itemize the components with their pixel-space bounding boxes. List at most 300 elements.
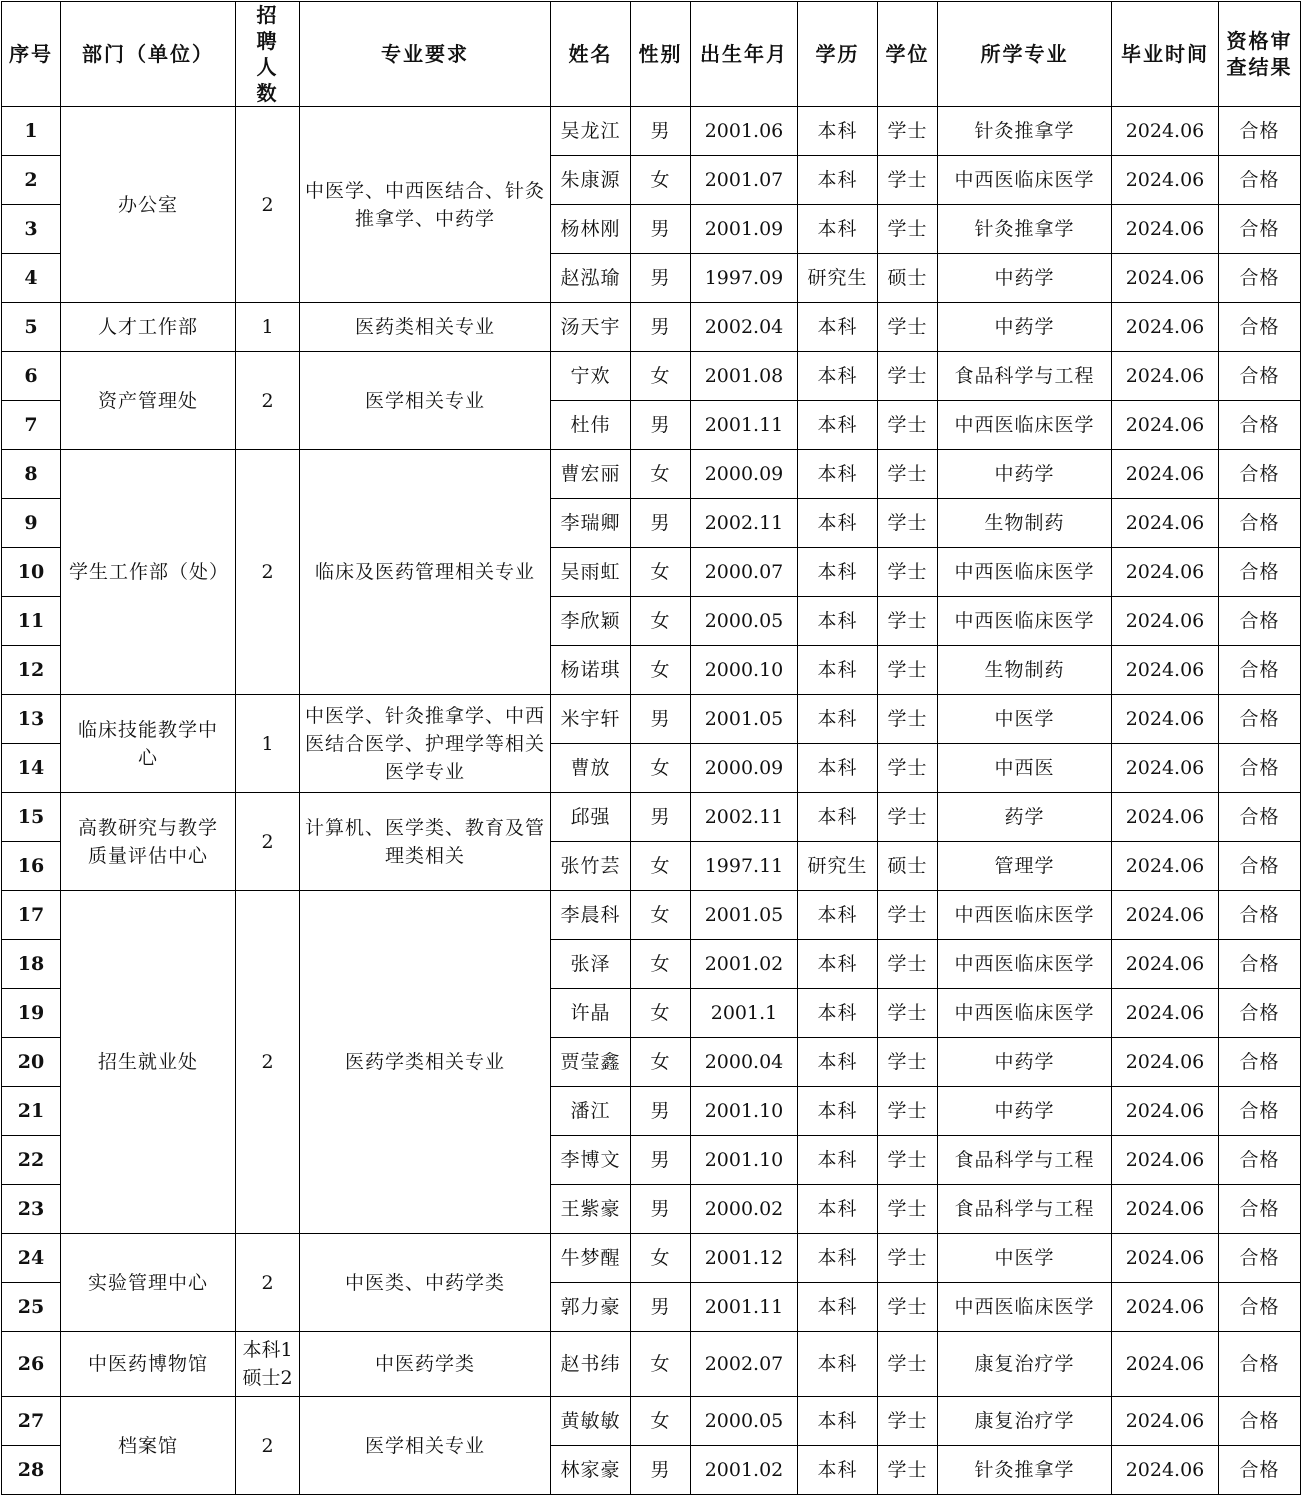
cell-result: 合格 [1219,1234,1301,1283]
cell-major: 中西医临床医学 [938,989,1112,1038]
cell-degree: 硕士 [878,254,938,303]
cell-name: 林家豪 [551,1446,631,1495]
cell-graduation: 2024.06 [1112,989,1219,1038]
cell-education: 研究生 [798,254,878,303]
cell-education: 本科 [798,695,878,744]
cell-seq: 11 [2,597,61,646]
table-row [2,1234,1301,1283]
cell-count: 2 [236,107,300,303]
cell-education: 本科 [798,401,878,450]
cell-result: 合格 [1219,254,1301,303]
cell-education: 本科 [798,744,878,793]
cell-gender: 女 [631,352,691,401]
cell-gender: 女 [631,744,691,793]
cell-birth: 2000.09 [691,450,798,499]
cell-education: 本科 [798,107,878,156]
cell-requirement: 医学相关专业 [300,352,551,450]
cell-gender: 女 [631,1332,691,1397]
cell-degree: 学士 [878,1332,938,1397]
cell-major: 中药学 [938,254,1112,303]
cell-education: 本科 [798,1446,878,1495]
cell-gender: 女 [631,548,691,597]
cell-degree: 学士 [878,303,938,352]
cell-degree: 学士 [878,989,938,1038]
cell-birth: 2002.07 [691,1332,798,1397]
cell-graduation: 2024.06 [1112,1185,1219,1234]
cell-result: 合格 [1219,1332,1301,1397]
cell-name: 李博文 [551,1136,631,1185]
header-dept: 部门（单位） [61,2,236,107]
cell-gender: 男 [631,107,691,156]
cell-birth: 2001.11 [691,1283,798,1332]
cell-birth: 2001.10 [691,1087,798,1136]
cell-name: 赵书纬 [551,1332,631,1397]
cell-education: 本科 [798,303,878,352]
cell-education: 本科 [798,1185,878,1234]
table-row [2,303,1301,352]
cell-education: 本科 [798,156,878,205]
cell-name: 张泽 [551,940,631,989]
cell-department: 实验管理中心 [61,1234,236,1332]
header-degree: 学位 [878,2,938,107]
cell-major: 针灸推拿学 [938,205,1112,254]
cell-department: 办公室 [61,107,236,303]
cell-seq: 5 [2,303,61,352]
cell-count: 本科1 硕士2 [236,1332,300,1397]
cell-education: 本科 [798,1234,878,1283]
cell-graduation: 2024.06 [1112,597,1219,646]
cell-name: 杜伟 [551,401,631,450]
cell-major: 食品科学与工程 [938,352,1112,401]
cell-birth: 2001.05 [691,695,798,744]
cell-gender: 女 [631,989,691,1038]
header-count: 招聘人数 [236,2,300,107]
cell-education: 本科 [798,450,878,499]
cell-seq: 27 [2,1397,61,1446]
cell-graduation: 2024.06 [1112,744,1219,793]
cell-degree: 学士 [878,940,938,989]
cell-gender: 女 [631,450,691,499]
cell-name: 赵泓瑜 [551,254,631,303]
cell-seq: 6 [2,352,61,401]
cell-requirement: 中医药学类 [300,1332,551,1397]
cell-seq: 2 [2,156,61,205]
table-row [2,107,1301,156]
cell-major: 中西医临床医学 [938,940,1112,989]
cell-result: 合格 [1219,499,1301,548]
cell-degree: 学士 [878,793,938,842]
cell-requirement: 计算机、医学类、教育及管理类相关 [300,793,551,891]
cell-major: 食品科学与工程 [938,1136,1112,1185]
cell-education: 本科 [798,499,878,548]
cell-name: 杨林刚 [551,205,631,254]
cell-graduation: 2024.06 [1112,646,1219,695]
cell-graduation: 2024.06 [1112,1087,1219,1136]
cell-graduation: 2024.06 [1112,940,1219,989]
cell-result: 合格 [1219,646,1301,695]
cell-gender: 女 [631,891,691,940]
cell-graduation: 2024.06 [1112,1136,1219,1185]
table-row [2,793,1301,842]
header-row [2,2,1301,107]
cell-count: 2 [236,891,300,1234]
cell-graduation: 2024.06 [1112,793,1219,842]
cell-gender: 男 [631,1087,691,1136]
table-body [2,2,1301,1495]
cell-birth: 2001.06 [691,107,798,156]
cell-seq: 14 [2,744,61,793]
cell-department: 临床技能教学中心 [61,695,236,793]
cell-name: 郭力豪 [551,1283,631,1332]
cell-education: 本科 [798,793,878,842]
cell-seq: 3 [2,205,61,254]
cell-birth: 2001.07 [691,156,798,205]
cell-birth: 1997.09 [691,254,798,303]
cell-seq: 9 [2,499,61,548]
header-name: 姓名 [551,2,631,107]
cell-seq: 16 [2,842,61,891]
cell-count: 2 [236,352,300,450]
cell-birth: 2000.07 [691,548,798,597]
cell-gender: 男 [631,254,691,303]
cell-birth: 2002.11 [691,499,798,548]
cell-graduation: 2024.06 [1112,156,1219,205]
cell-graduation: 2024.06 [1112,842,1219,891]
cell-result: 合格 [1219,989,1301,1038]
cell-major: 食品科学与工程 [938,1185,1112,1234]
cell-graduation: 2024.06 [1112,695,1219,744]
cell-major: 中医学 [938,1234,1112,1283]
cell-major: 管理学 [938,842,1112,891]
cell-name: 宁欢 [551,352,631,401]
cell-seq: 15 [2,793,61,842]
cell-seq: 28 [2,1446,61,1495]
cell-result: 合格 [1219,793,1301,842]
cell-graduation: 2024.06 [1112,450,1219,499]
cell-graduation: 2024.06 [1112,1397,1219,1446]
cell-major: 中药学 [938,450,1112,499]
table-row [2,450,1301,499]
cell-major: 针灸推拿学 [938,1446,1112,1495]
cell-graduation: 2024.06 [1112,1038,1219,1087]
cell-degree: 学士 [878,352,938,401]
cell-seq: 25 [2,1283,61,1332]
cell-gender: 男 [631,793,691,842]
cell-birth: 2001.11 [691,401,798,450]
cell-major: 中西医临床医学 [938,1283,1112,1332]
cell-gender: 男 [631,1283,691,1332]
cell-gender: 女 [631,597,691,646]
cell-name: 李瑞卿 [551,499,631,548]
cell-major: 针灸推拿学 [938,107,1112,156]
cell-gender: 男 [631,303,691,352]
cell-result: 合格 [1219,597,1301,646]
cell-graduation: 2024.06 [1112,1234,1219,1283]
cell-gender: 男 [631,499,691,548]
cell-birth: 2000.05 [691,1397,798,1446]
cell-birth: 2000.02 [691,1185,798,1234]
cell-seq: 4 [2,254,61,303]
cell-birth: 1997.11 [691,842,798,891]
cell-graduation: 2024.06 [1112,254,1219,303]
cell-degree: 学士 [878,548,938,597]
cell-gender: 女 [631,1397,691,1446]
cell-major: 药学 [938,793,1112,842]
cell-birth: 2001.08 [691,352,798,401]
cell-result: 合格 [1219,1087,1301,1136]
cell-name: 杨诺琪 [551,646,631,695]
cell-degree: 学士 [878,1136,938,1185]
cell-gender: 男 [631,695,691,744]
cell-education: 本科 [798,891,878,940]
cell-birth: 2002.11 [691,793,798,842]
cell-seq: 21 [2,1087,61,1136]
cell-degree: 学士 [878,1087,938,1136]
cell-name: 吴雨虹 [551,548,631,597]
cell-degree: 学士 [878,205,938,254]
cell-name: 邱强 [551,793,631,842]
cell-requirement: 中医类、中药学类 [300,1234,551,1332]
cell-gender: 男 [631,1446,691,1495]
cell-name: 潘江 [551,1087,631,1136]
table-row [2,352,1301,401]
cell-major: 生物制药 [938,499,1112,548]
cell-birth: 2000.10 [691,646,798,695]
cell-major: 中西医临床医学 [938,597,1112,646]
cell-birth: 2001.09 [691,205,798,254]
cell-birth: 2001.10 [691,1136,798,1185]
header-requirement: 专业要求 [300,2,551,107]
header-result: 资格审查结果 [1219,2,1301,107]
cell-count: 2 [236,450,300,695]
cell-department: 人才工作部 [61,303,236,352]
header-birth: 出生年月 [691,2,798,107]
cell-gender: 男 [631,1136,691,1185]
cell-graduation: 2024.06 [1112,1283,1219,1332]
cell-education: 本科 [798,1397,878,1446]
cell-major: 中药学 [938,303,1112,352]
cell-name: 曹放 [551,744,631,793]
cell-count: 1 [236,303,300,352]
cell-name: 吴龙江 [551,107,631,156]
cell-seq: 17 [2,891,61,940]
cell-degree: 学士 [878,1234,938,1283]
cell-department: 资产管理处 [61,352,236,450]
cell-name: 牛梦醒 [551,1234,631,1283]
cell-gender: 女 [631,1234,691,1283]
cell-name: 王紫豪 [551,1185,631,1234]
cell-name: 李晨科 [551,891,631,940]
cell-graduation: 2024.06 [1112,548,1219,597]
cell-name: 朱康源 [551,156,631,205]
cell-degree: 学士 [878,499,938,548]
cell-seq: 10 [2,548,61,597]
cell-name: 贾莹鑫 [551,1038,631,1087]
cell-name: 黄敏敏 [551,1397,631,1446]
cell-gender: 男 [631,1185,691,1234]
cell-requirement: 临床及医药管理相关专业 [300,450,551,695]
cell-name: 许晶 [551,989,631,1038]
cell-graduation: 2024.06 [1112,499,1219,548]
cell-major: 康复治疗学 [938,1332,1112,1397]
cell-department: 招生就业处 [61,891,236,1234]
cell-result: 合格 [1219,695,1301,744]
cell-seq: 7 [2,401,61,450]
table-row [2,891,1301,940]
cell-result: 合格 [1219,303,1301,352]
cell-education: 本科 [798,646,878,695]
cell-result: 合格 [1219,744,1301,793]
cell-education: 本科 [798,1136,878,1185]
cell-graduation: 2024.06 [1112,303,1219,352]
cell-major: 中西医临床医学 [938,156,1112,205]
cell-name: 李欣颖 [551,597,631,646]
cell-education: 本科 [798,1038,878,1087]
cell-degree: 学士 [878,597,938,646]
cell-education: 本科 [798,1332,878,1397]
cell-requirement: 中医学、针灸推拿学、中西医结合医学、护理学等相关医学专业 [300,695,551,793]
cell-education: 研究生 [798,842,878,891]
cell-seq: 18 [2,940,61,989]
cell-count: 2 [236,793,300,891]
cell-education: 本科 [798,940,878,989]
cell-education: 本科 [798,1283,878,1332]
cell-result: 合格 [1219,156,1301,205]
cell-major: 康复治疗学 [938,1397,1112,1446]
cell-education: 本科 [798,597,878,646]
cell-result: 合格 [1219,107,1301,156]
cell-birth: 2001.1 [691,989,798,1038]
cell-graduation: 2024.06 [1112,1332,1219,1397]
cell-seq: 26 [2,1332,61,1397]
cell-result: 合格 [1219,450,1301,499]
cell-education: 本科 [798,548,878,597]
cell-seq: 20 [2,1038,61,1087]
header-graduation: 毕业时间 [1112,2,1219,107]
cell-name: 曹宏丽 [551,450,631,499]
cell-birth: 2000.04 [691,1038,798,1087]
cell-seq: 8 [2,450,61,499]
cell-department: 中医药博物馆 [61,1332,236,1397]
cell-graduation: 2024.06 [1112,401,1219,450]
cell-seq: 23 [2,1185,61,1234]
cell-requirement: 医药类相关专业 [300,303,551,352]
cell-seq: 12 [2,646,61,695]
cell-gender: 男 [631,205,691,254]
cell-graduation: 2024.06 [1112,891,1219,940]
cell-result: 合格 [1219,1038,1301,1087]
cell-birth: 2001.02 [691,1446,798,1495]
cell-name: 张竹芸 [551,842,631,891]
cell-result: 合格 [1219,891,1301,940]
cell-degree: 学士 [878,450,938,499]
cell-seq: 22 [2,1136,61,1185]
cell-count: 2 [236,1397,300,1495]
cell-birth: 2001.12 [691,1234,798,1283]
qualification-review-table [1,1,1301,1495]
cell-gender: 女 [631,842,691,891]
cell-education: 本科 [798,205,878,254]
cell-education: 本科 [798,989,878,1038]
cell-degree: 学士 [878,1397,938,1446]
header-gender: 性别 [631,2,691,107]
cell-department: 档案馆 [61,1397,236,1495]
cell-result: 合格 [1219,548,1301,597]
cell-major: 中药学 [938,1038,1112,1087]
cell-result: 合格 [1219,1185,1301,1234]
cell-gender: 女 [631,940,691,989]
cell-result: 合格 [1219,401,1301,450]
cell-degree: 学士 [878,107,938,156]
cell-seq: 13 [2,695,61,744]
cell-result: 合格 [1219,1283,1301,1332]
header-major: 所学专业 [938,2,1112,107]
cell-result: 合格 [1219,205,1301,254]
cell-degree: 学士 [878,744,938,793]
cell-major: 中西医临床医学 [938,548,1112,597]
cell-birth: 2000.09 [691,744,798,793]
cell-name: 米宇轩 [551,695,631,744]
cell-result: 合格 [1219,842,1301,891]
table-row [2,695,1301,744]
cell-gender: 男 [631,401,691,450]
cell-graduation: 2024.06 [1112,352,1219,401]
cell-gender: 女 [631,156,691,205]
cell-requirement: 中医学、中西医结合、针灸推拿学、中药学 [300,107,551,303]
cell-degree: 学士 [878,1038,938,1087]
cell-gender: 女 [631,646,691,695]
cell-graduation: 2024.06 [1112,205,1219,254]
cell-name: 汤天宇 [551,303,631,352]
cell-degree: 学士 [878,891,938,940]
cell-requirement: 医药学类相关专业 [300,891,551,1234]
cell-degree: 学士 [878,695,938,744]
cell-degree: 学士 [878,401,938,450]
cell-seq: 24 [2,1234,61,1283]
cell-count: 2 [236,1234,300,1332]
cell-result: 合格 [1219,352,1301,401]
header-education: 学历 [798,2,878,107]
cell-requirement: 医学相关专业 [300,1397,551,1495]
cell-birth: 2000.05 [691,597,798,646]
cell-major: 中西医 [938,744,1112,793]
cell-degree: 学士 [878,1185,938,1234]
cell-education: 本科 [798,352,878,401]
cell-result: 合格 [1219,1136,1301,1185]
cell-major: 中医学 [938,695,1112,744]
cell-seq: 1 [2,107,61,156]
header-seq: 序号 [2,2,61,107]
cell-seq: 19 [2,989,61,1038]
cell-graduation: 2024.06 [1112,107,1219,156]
cell-degree: 学士 [878,1283,938,1332]
cell-degree: 学士 [878,156,938,205]
cell-birth: 2001.05 [691,891,798,940]
cell-major: 生物制药 [938,646,1112,695]
cell-major: 中西医临床医学 [938,891,1112,940]
cell-result: 合格 [1219,1397,1301,1446]
cell-degree: 学士 [878,646,938,695]
cell-result: 合格 [1219,1446,1301,1495]
cell-birth: 2001.02 [691,940,798,989]
cell-gender: 女 [631,1038,691,1087]
cell-result: 合格 [1219,940,1301,989]
cell-degree: 硕士 [878,842,938,891]
table-row [2,1397,1301,1446]
cell-department: 高教研究与教学质量评估中心 [61,793,236,891]
cell-education: 本科 [798,1087,878,1136]
cell-count: 1 [236,695,300,793]
